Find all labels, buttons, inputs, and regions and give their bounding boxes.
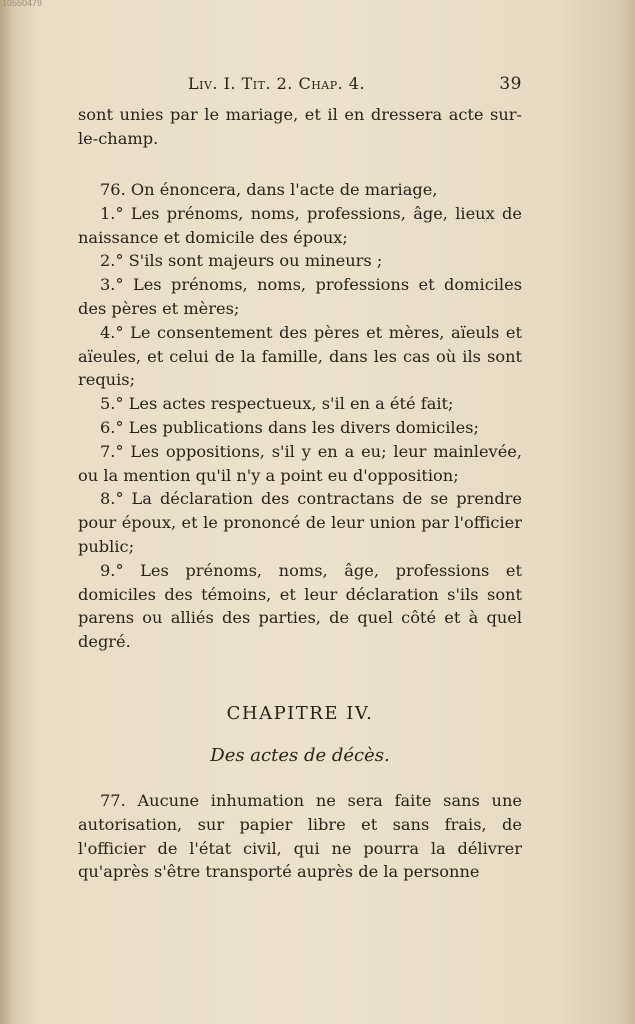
article-76-intro: 76. On énoncera, dans l'acte de mariage,: [100, 180, 438, 199]
article-76-item: 9.° Les prénoms, noms, âge, professions et domiciles des témoins, et leur déclaration s'ils sont parens ou alliés des parties, de quel côté et à quel degré.: [78, 560, 522, 652]
page-number: 39: [499, 74, 522, 94]
article-76-item: 4.° Le consentement des pères et mères, aïeuls et aïeules, et celui de la famille, dans les cas où ils sont requis;: [78, 322, 522, 390]
section-title: Des actes de décès.: [210, 745, 390, 766]
article-76: [78, 178, 522, 654]
article-76-item: 7.° Les oppositions, s'il y en a eu; leur mainlevée, ou la mention qu'il n'y a point eu d'opposition;: [78, 441, 522, 485]
article-76-item: 5.° Les actes respectueux, s'il en a été fait;: [100, 394, 454, 414]
article-76-item: 3.° Les prénoms, noms, professions et domiciles des pères et mères;: [78, 275, 522, 318]
article-76-item: 6.° Les publications dans les divers domiciles;: [100, 417, 479, 437]
running-head: Liv. I. Tit. 2. Chap. 4.: [188, 74, 366, 93]
continuation-paragraph: sont unies par le mariage, et il en dressera acte sur-le-champ.: [78, 105, 522, 148]
scan-reference: 10550479: [2, 0, 43, 8]
article-76-item: 1.° Les prénoms, noms, professions, âge, lieux de naissance et domicile des époux;: [78, 203, 522, 247]
chapter-heading: CHAPITRE IV.: [226, 703, 374, 724]
article-77-paragraph: 77. Aucune inhumation ne sera faite sans une autorisation, sur papier libre et sans frais, de l'officier de l'état civil, qui ne pourra la délivrer qu'après s'être transporté auprès de la personne: [78, 791, 522, 882]
page-header: [188, 74, 522, 96]
continuation-block: [78, 103, 522, 151]
article-77: [78, 789, 522, 884]
article-76-item: 2.° S'ils sont majeurs ou mineurs ;: [100, 251, 383, 271]
article-76-item: 8.° La déclaration des contractans de se prendre pour époux, et le prononcé de leur union par l'officier public;: [78, 489, 522, 556]
